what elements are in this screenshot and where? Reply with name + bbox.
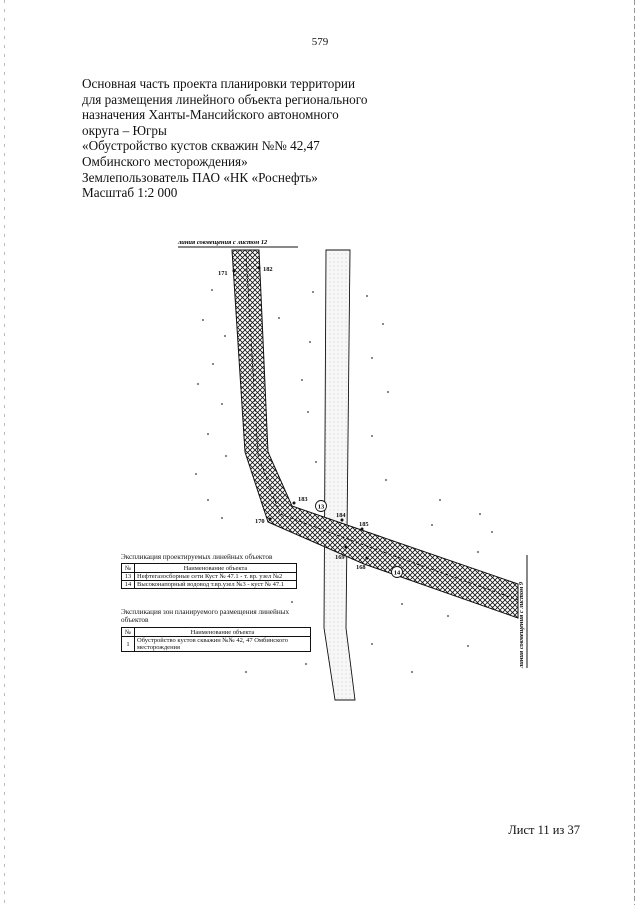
legend-zones-title-line: Экспликация зон планируемого размещения линейных	[121, 608, 290, 616]
table-row	[122, 581, 297, 589]
header-line: округа – Югры	[82, 122, 167, 138]
row-name: Нефтегазосборные сети Куст № 47.1 - т. вр. узел №2	[135, 573, 297, 581]
point-marker	[258, 267, 261, 270]
table-row	[122, 637, 311, 652]
header-line: «Обустройство кустов скважин №№ 42,47	[82, 138, 320, 154]
point-label: 169	[335, 554, 345, 561]
legend-linear-table	[121, 563, 297, 589]
row-number: 14	[122, 581, 135, 589]
point-marker	[233, 270, 236, 273]
point-marker	[269, 518, 272, 521]
table-header-cell: №	[122, 628, 135, 637]
row-name: Высоконапорный водовод т.вр.узел №3 - куст № 47.1	[135, 581, 297, 589]
legend-linear-title: Экспликация проектируемых линейных объектов	[121, 553, 273, 561]
legend-zones-table	[121, 627, 311, 652]
header-line: Землепользователь ПАО «НК «Роснефть»	[82, 169, 318, 185]
table-header-cell: Наименование объекта	[135, 628, 311, 637]
object-marker-label: 14	[393, 569, 401, 577]
point-marker	[366, 557, 369, 560]
point-label: 170	[255, 518, 265, 525]
point-label: 183	[298, 496, 308, 503]
table-header-row	[122, 628, 311, 637]
table-header-cell: Наименование объекта	[135, 564, 297, 573]
point-label: 184	[336, 512, 346, 519]
table-header-row	[122, 564, 297, 573]
point-label: 171	[218, 270, 228, 277]
legend-zones-title-line: объектов	[121, 616, 149, 624]
header-line: назначения Ханты-Мансийского автономного	[82, 107, 339, 123]
table-row	[122, 573, 297, 581]
legend-zones-title	[121, 608, 289, 624]
header-line: Основная часть проекта планировки территории	[82, 76, 356, 91]
row-number: 13	[122, 573, 135, 581]
point-marker	[293, 502, 296, 505]
object-marker-label: 13	[317, 503, 325, 511]
header-line: для размещения линейного объекта регионального	[82, 91, 368, 107]
match-line-top-label: линия совмещения с листом 12	[178, 239, 268, 246]
sheet-label: Лист 11 из 37	[508, 823, 580, 837]
row-number: 1	[122, 637, 135, 652]
page-number: 579	[311, 36, 329, 48]
header-line: Масштаб 1:2 000	[82, 185, 178, 201]
header-line: Омбинского месторождения»	[82, 153, 248, 169]
point-marker	[345, 546, 348, 549]
row-name: Обустройство кустов скважин №№ 42, 47 Омбинского месторождения	[135, 637, 311, 652]
match-line-right-label: линия совмещения с листом 9	[518, 581, 525, 668]
table-header-cell: №	[122, 564, 135, 573]
road-strip	[324, 250, 355, 700]
point-label: 182	[263, 266, 273, 273]
point-label: 168	[356, 564, 366, 571]
point-label: 185	[359, 521, 369, 528]
